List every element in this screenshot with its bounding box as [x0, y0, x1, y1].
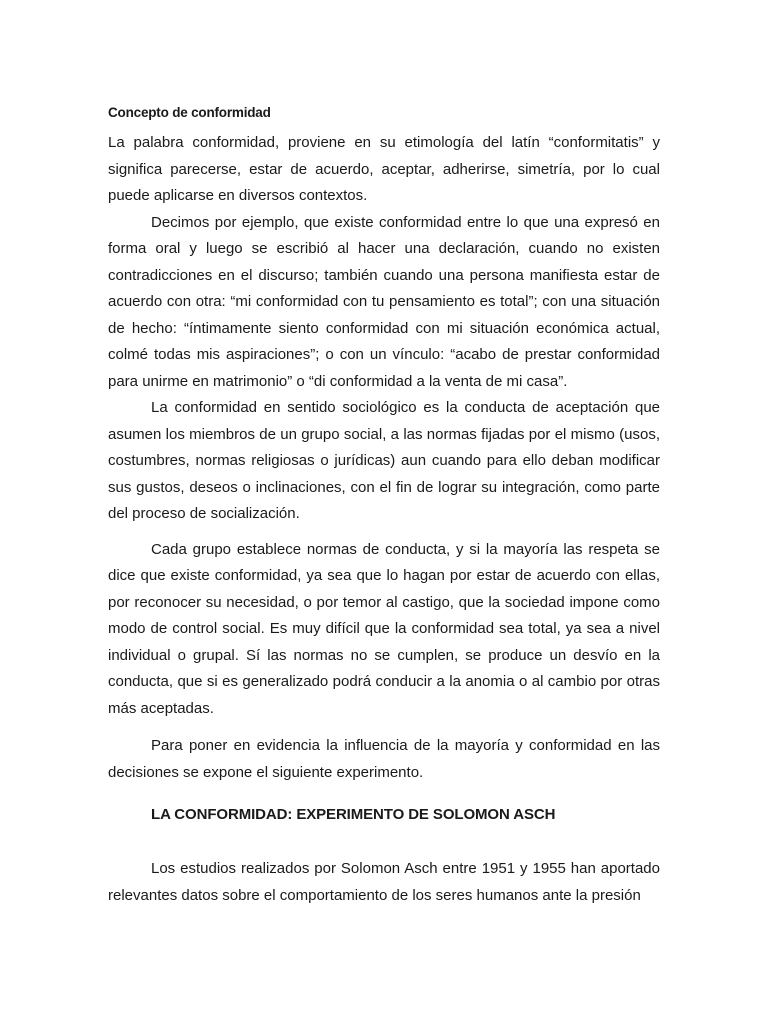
- document-heading: Concepto de conformidad: [108, 105, 271, 120]
- paragraph-etymology: La palabra conformidad, proviene en su etimología del latín “conformitatis” y significa parecerse, estar de acuerdo, aceptar, adherirse, simetría, por lo cual puede aplicarse en diversos contextos.: [108, 134, 660, 204]
- document-content: [108, 104, 660, 909]
- paragraph-experiment-intro: Para poner en evidencia la influencia de la mayoría y conformidad en las decisiones se expone el siguiente experimento.: [108, 737, 660, 781]
- paragraph-sociological: La conformidad en sentido sociológico es la conducta de aceptación que asumen los miembros de un grupo social, a las normas fijadas por el mismo (usos, costumbres, normas religiosas o jurídicas) aun cuando para ello deban modificar sus gustos, deseos o inclinaciones, con el fin de lograr su integración, como parte del proceso de socialización.: [108, 399, 660, 522]
- paragraph-examples: Decimos por ejemplo, que existe conformidad entre lo que una expresó en forma oral y luego se escribió al hacer una declaración, cuando no existen contradicciones en el discurso; también cuando una persona manifiesta estar de acuerdo con otra: “mi conformidad con tu pensamiento es total”; con una situación de hecho: “íntimamente siento conformidad con mi situación económica actual, colmé todas mis aspiraciones”; o con un vínculo: “acabo de prestar conformidad para unirme en matrimonio” o “di conformidad a la venta de mi casa”.: [108, 213, 660, 390]
- paragraph-asch-studies: Los estudios realizados por Solomon Asch entre 1951 y 1955 han aportado relevantes datos sobre el comportamiento de los seres humanos ante la presión: [108, 860, 660, 904]
- paragraph-group-norms: Cada grupo establece normas de conducta, y si la mayoría las respeta se dice que existe conformidad, ya sea que lo hagan por estar de acuerdo con ellas, por reconocer su necesidad, o por temor al castigo, que la sociedad impone como modo de control social. Es muy difícil que la conformidad sea total, ya sea a nivel individual o grupal. Sí las normas no se cumplen, se produce un desvío en la conducta, que si es generalizado podrá conducir a la anomia o al cambio por otras más aceptadas.: [108, 540, 660, 717]
- section-title: LA CONFORMIDAD: EXPERIMENTO DE SOLOMON ASCH: [151, 806, 556, 823]
